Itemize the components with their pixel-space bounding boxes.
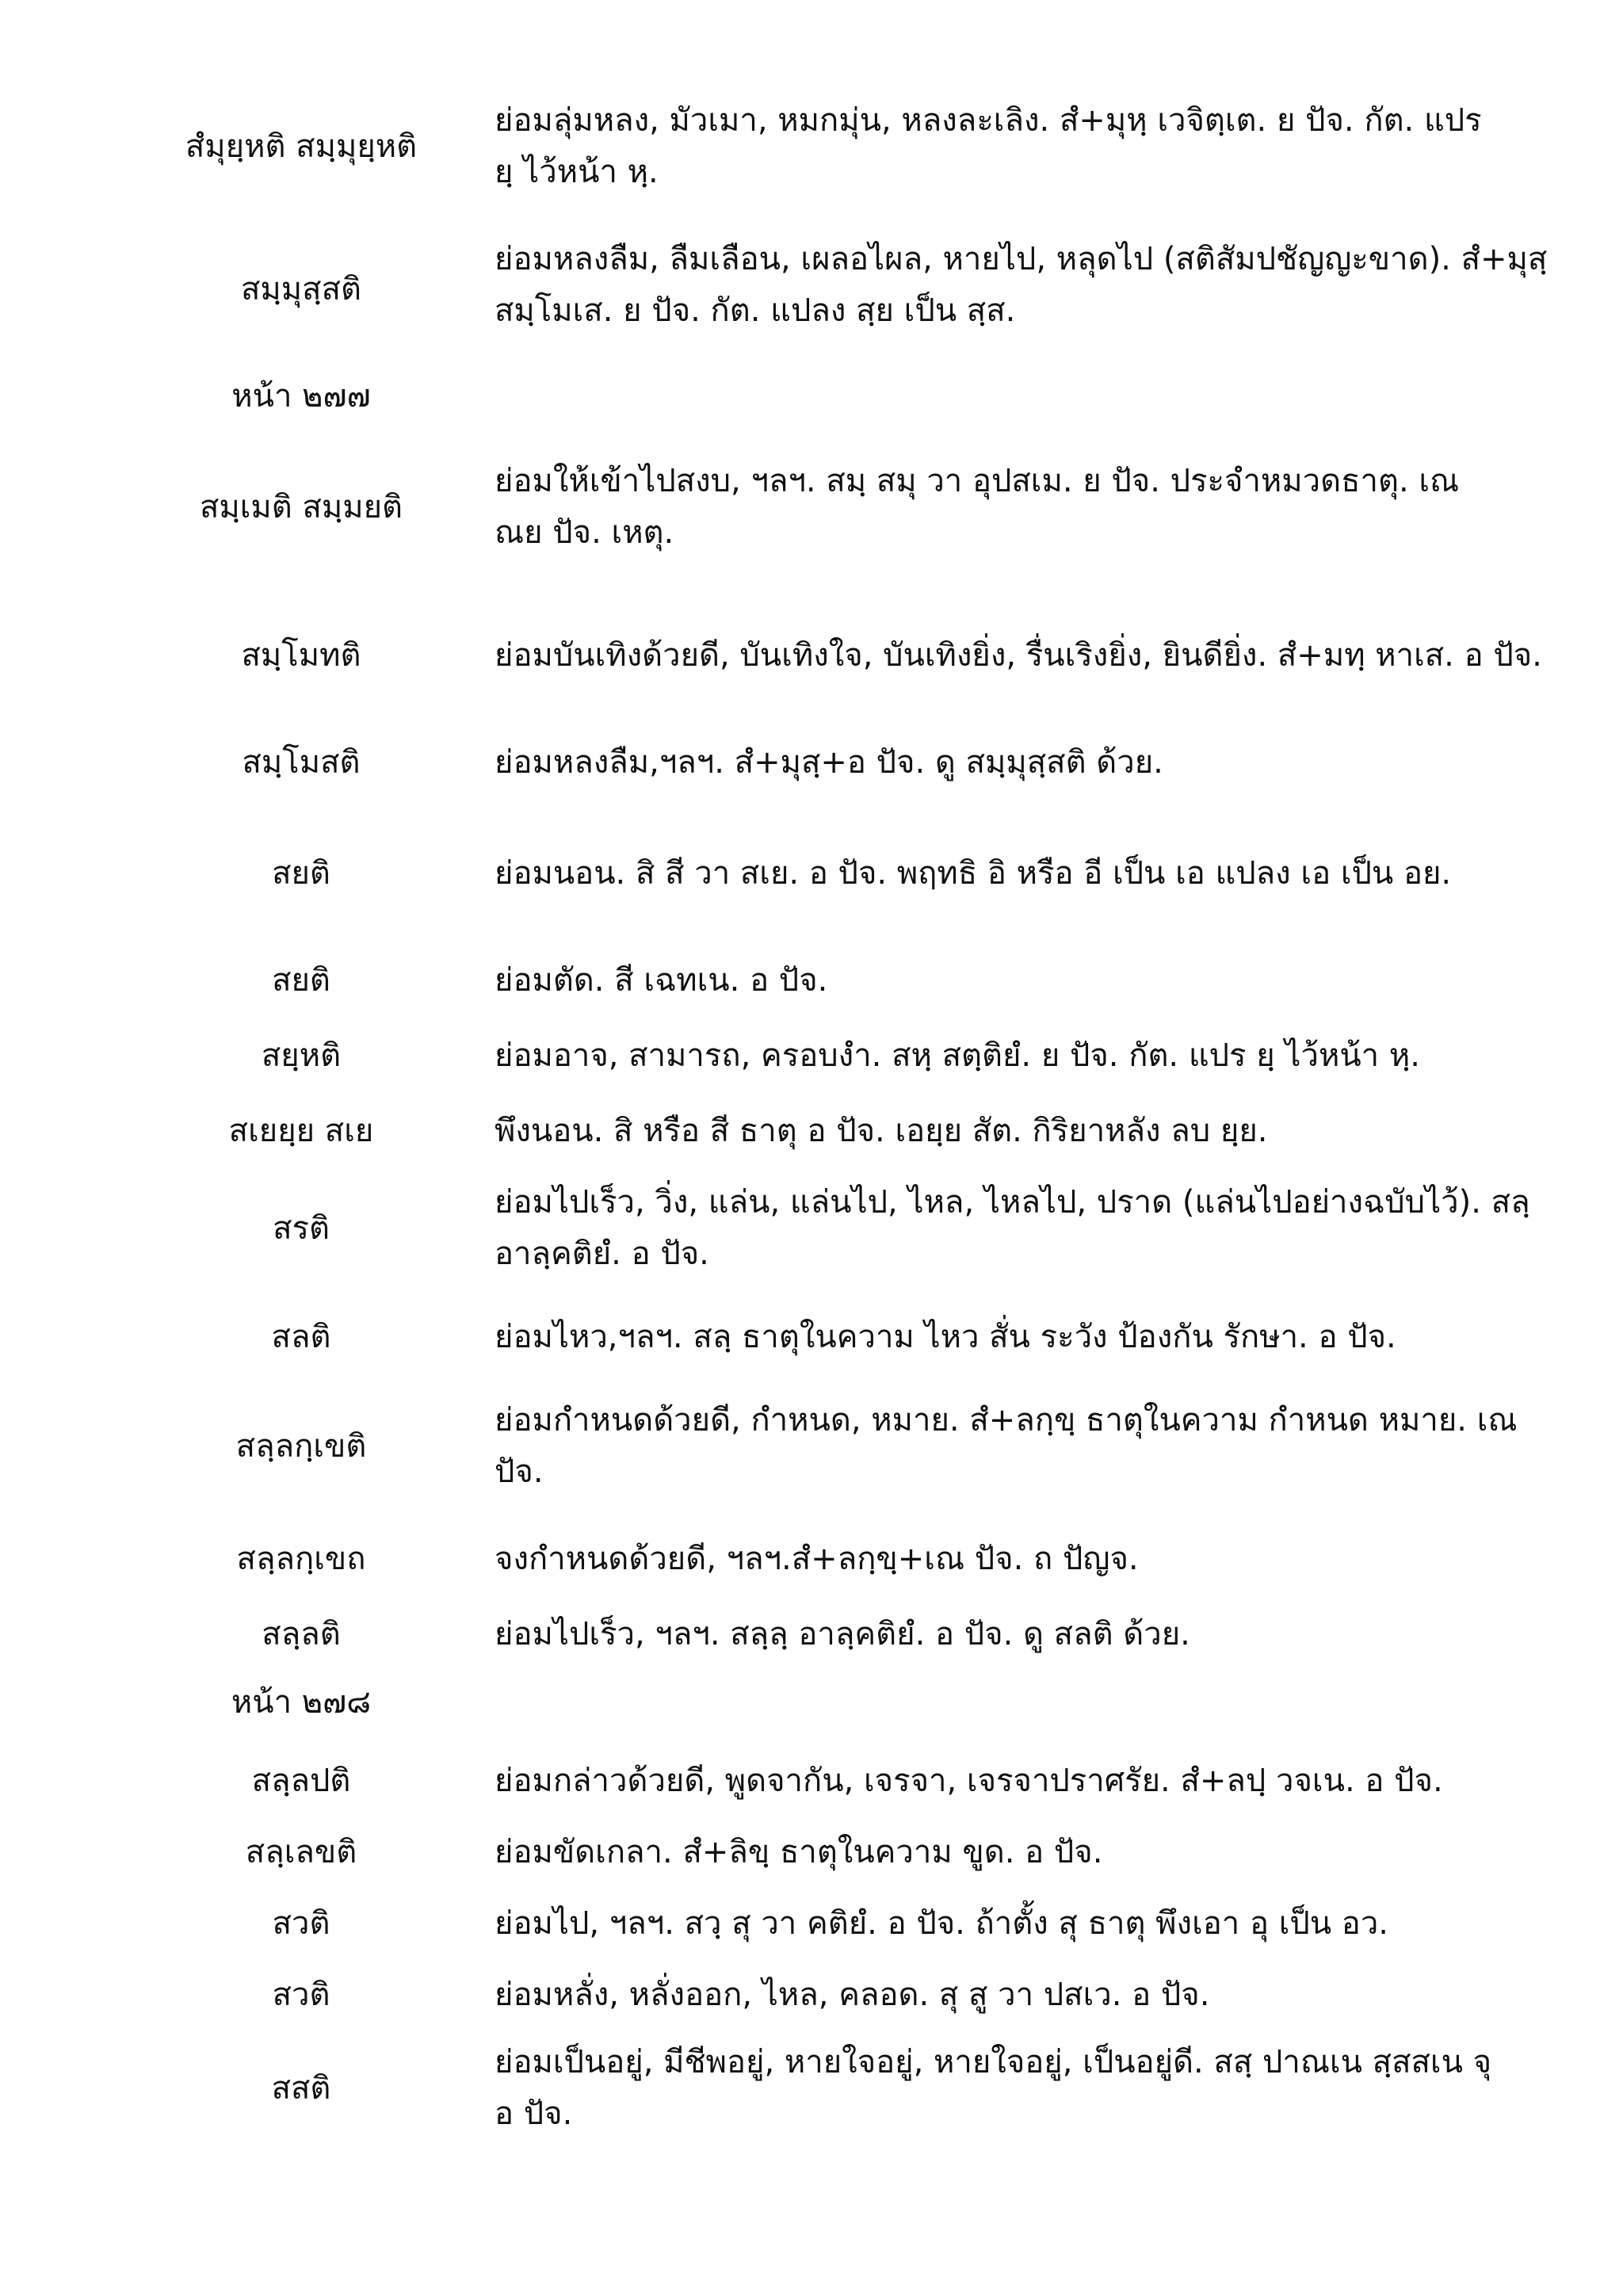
headword: สมฺมุสฺสติ	[241, 271, 361, 308]
entry	[0, 1755, 1623, 1807]
headword: สมฺเมติ สมฺมยติ	[199, 489, 403, 525]
definition	[495, 1755, 1596, 1807]
entry	[0, 1898, 1623, 1950]
definition	[495, 955, 1596, 1007]
definition	[495, 1534, 1596, 1585]
definition-line: สมฺโมเส. ย ปัจ. กัต. แปลง สฺย เป็น สฺส.	[495, 292, 1016, 329]
headword: สลฺลกฺเขถ	[236, 1541, 366, 1577]
entry	[0, 2037, 1623, 2140]
entry	[0, 1534, 1623, 1585]
entry	[0, 848, 1623, 900]
entry	[0, 1030, 1623, 1082]
definition-line: อ ปัจ.	[495, 2095, 573, 2132]
definition-line: ย่อมบันเทิงด้วยดี, บันเทิงใจ, บันเทิงยิ่ง, รื่นเริงยิ่ง, ยินดียิ่ง. สํ+มทฺ หาเส. อ ปัจ.	[495, 637, 1542, 674]
headword: สสติ	[271, 2070, 331, 2107]
definition-line: ย่อมไหว,ฯลฯ. สลฺ ธาตุในความ ไหว สั่น ระวัง ป้องกัน รักษา. อ ปัจ.	[495, 1319, 1396, 1355]
entry	[0, 1395, 1623, 1498]
definition	[495, 1395, 1596, 1498]
headword: สํมุยฺหติ สมฺมุยฺหติ	[185, 128, 418, 165]
definition-line: ย่อมกล่าวด้วยดี, พูดจากัน, เจรจา, เจรจาปราศรัย. สํ+ลปฺ วจเน. อ ปัจ.	[495, 1763, 1443, 1799]
entry	[0, 737, 1623, 789]
entry	[0, 456, 1623, 559]
definition	[495, 1609, 1596, 1660]
headword: สลติ	[271, 1319, 331, 1355]
definition-line: พึงนอน. สิ หรือ สี ธาตุ อ ปัจ. เอยฺย สัต. กิริยาหลัง ลบ ยฺย.	[495, 1113, 1268, 1149]
headword: สวติ	[272, 1977, 330, 2013]
definition-line: ย่อมนอน. สิ สี วา สเย. อ ปัจ. พฤทธิ อิ หรือ อี เป็น เอ แปลง เอ เป็น อย.	[495, 855, 1452, 892]
definition	[495, 848, 1596, 900]
definition	[495, 737, 1596, 789]
definition-line: ยฺ ไว้หน้า หฺ.	[495, 154, 659, 190]
definition	[495, 1898, 1596, 1950]
definition-line: ณย ปัจ. เหตุ.	[495, 514, 674, 551]
definition	[495, 1312, 1596, 1363]
entry	[0, 1609, 1623, 1660]
definition-line: ย่อมเป็นอยู่, มีชีพอยู่, หายใจอยู่, หายใจอยู่, เป็นอยู่ดี. สสฺ ปาณเน สฺสสเน จุ	[495, 2044, 1492, 2080]
entry	[0, 630, 1623, 682]
headword: สลฺลติ	[262, 1616, 341, 1652]
entry	[0, 955, 1623, 1007]
definition	[495, 1030, 1596, 1082]
definition	[495, 2037, 1596, 2140]
definition-line: ย่อมหลั่ง, หลั่งออก, ไหล, คลอด. สุ สู วา ปสเว. อ ปัจ.	[495, 1977, 1210, 2013]
definition	[495, 456, 1596, 559]
headword: สยติ	[272, 855, 330, 892]
definition-line: ย่อมไปเร็ว, วิ่ง, แล่น, แล่นไป, ไหล, ไหลไป, ปราด (แล่นไปอย่างฉบับไว้). สลฺ	[495, 1184, 1530, 1221]
entry	[0, 1969, 1623, 2021]
definition-line: จงกำหนดด้วยดี, ฯลฯ.สํ+ลกฺขฺ+เณ ปัจ. ถ ปัญจ.	[495, 1541, 1139, 1577]
definition-line: ย่อมให้เข้าไปสงบ, ฯลฯ. สมฺ สมุ วา อุปสเม. ย ปัจ. ประจำหมวดธาตุ. เณ	[495, 463, 1460, 499]
definition-line: ปัจ.	[495, 1454, 544, 1490]
page-number-marker: หน้า ๒๗๗	[231, 378, 371, 415]
definition	[495, 630, 1596, 682]
definition-line: ย่อมหลงลืม,ฯลฯ. สํ+มุสฺ+อ ปัจ. ดู สมฺมุสฺสติ ด้วย.	[495, 744, 1163, 781]
definition	[495, 1106, 1596, 1157]
definition-line: ย่อมลุ่มหลง, มัวเมา, หมกมุ่น, หลงละเลิง. สํ+มุหฺ เวจิตฺเต. ย ปัจ. กัต. แปร	[495, 102, 1482, 139]
definition-line: ย่อมตัด. สี เฉทเน. อ ปัจ.	[495, 962, 828, 999]
headword: สเยยฺย สเย	[228, 1113, 374, 1149]
headword: สรติ	[273, 1210, 330, 1247]
entry	[0, 1827, 1623, 1878]
headword: สวติ	[272, 1905, 330, 1942]
entry	[0, 1312, 1623, 1363]
definition-line: ย่อมหลงลืม, ลืมเลือน, เผลอไผล, หายไป, หลุดไป (สติสัมปชัญญะขาด). สํ+มุสฺ	[495, 241, 1548, 277]
definition	[495, 234, 1596, 337]
headword: สลฺลกฺเขติ	[235, 1428, 367, 1465]
headword: สยฺหติ	[261, 1037, 342, 1074]
headword: สยติ	[272, 962, 330, 999]
definition-line: ย่อมอาจ, สามารถ, ครอบงำ. สหฺ สตฺติยํ. ย ปัจ. กัต. แปร ยฺ ไว้หน้า หฺ.	[495, 1037, 1420, 1074]
definition	[495, 1969, 1596, 2021]
headword: สลฺลปติ	[251, 1763, 351, 1799]
definition	[495, 95, 1596, 198]
definition	[495, 1177, 1596, 1280]
headword: สมฺโมทติ	[241, 637, 361, 674]
headword: สมฺโมสติ	[242, 744, 361, 781]
definition-line: ย่อมขัดเกลา. สํ+ลิขฺ ธาตุในความ ขูด. อ ปัจ.	[495, 1834, 1103, 1870]
definition-line: ย่อมกำหนดด้วยดี, กำหนด, หมาย. สํ+ลกฺขฺ ธาตุในความ กำหนด หมาย. เณ	[495, 1402, 1518, 1438]
definition-line: ย่อมไป, ฯลฯ. สวฺ สุ วา คติยํ. อ ปัจ. ถ้าตั้ง สุ ธาตุ พึงเอา อุ เป็น อว.	[495, 1905, 1389, 1942]
definition-line: อาลฺคติยํ. อ ปัจ.	[495, 1236, 709, 1272]
entry	[0, 234, 1623, 337]
definition-line: ย่อมไปเร็ว, ฯลฯ. สลฺลฺ อาลฺคติยํ. อ ปัจ. ดู สลติ ด้วย.	[495, 1616, 1190, 1652]
definition	[495, 1827, 1596, 1878]
entry	[0, 1106, 1623, 1157]
headword: สลฺเลขติ	[245, 1834, 357, 1870]
page-number-marker: หน้า ๒๗๘	[231, 1684, 372, 1721]
entry	[0, 1177, 1623, 1280]
entry	[0, 95, 1623, 198]
